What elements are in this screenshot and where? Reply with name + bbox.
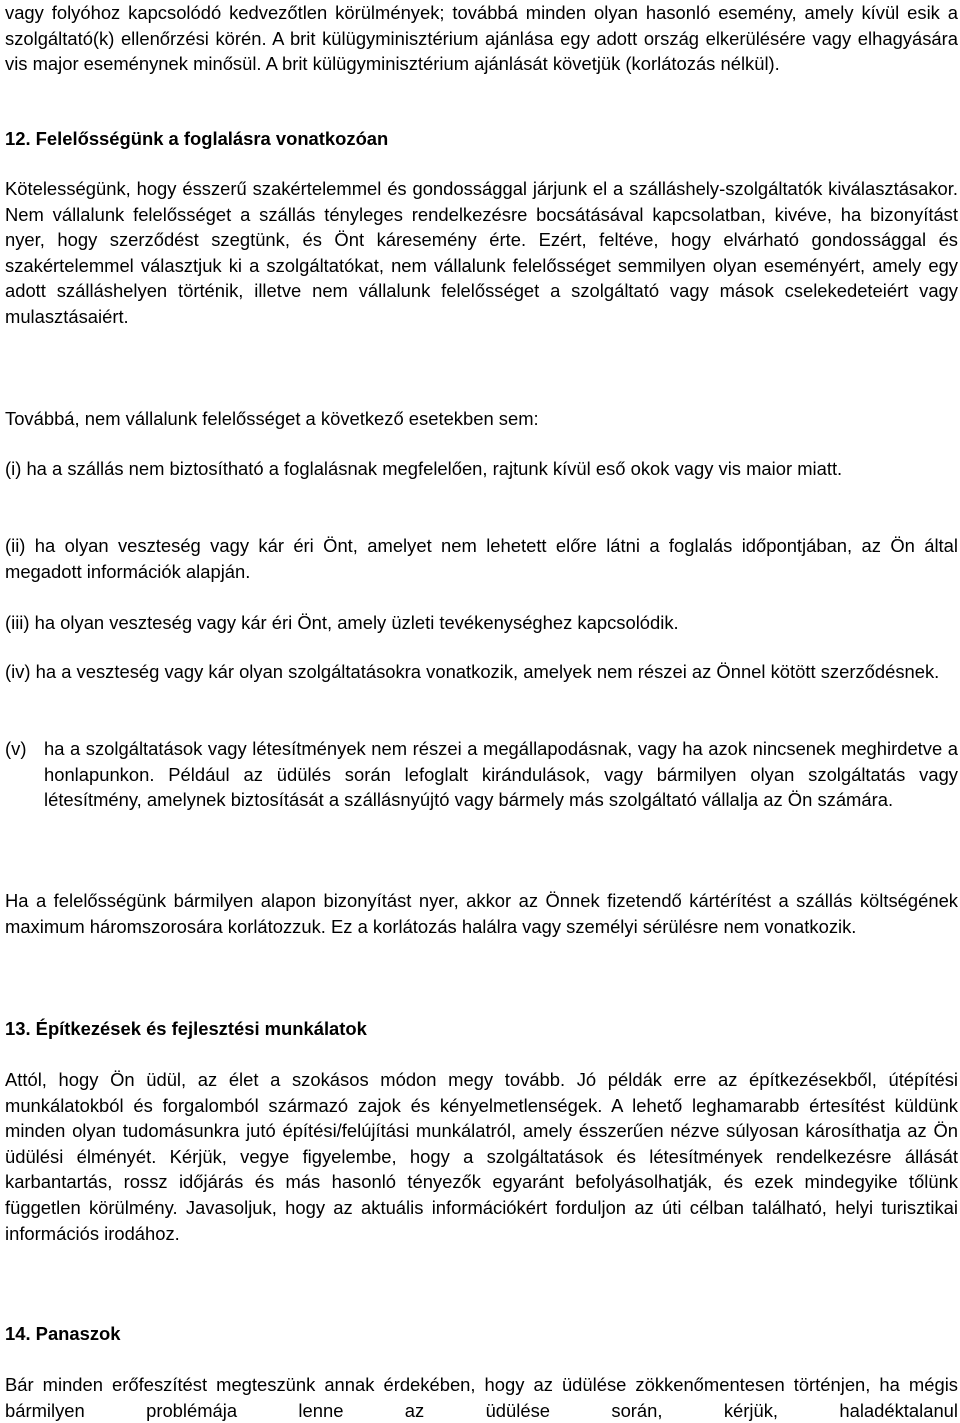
section-12-paragraph-1: Kötelességünk, hogy ésszerű szakértelemmel és gondossággal járjunk el a szálláshely-szolgáltatók kiválasztásakor. Nem vállalunk felelősséget a szállás tényleges rendelkezésre bocsátásával kapcsolatban, kivéve, ha bizonyítást nyer, hogy szerződést szegtünk, és Önt káresemény érte. Ezért, feltéve, hogy elvárható gondossággal és szakértelemmel választjuk ki a szolgáltatókat, nem vállalunk felelősséget semmilyen olyan eseményért, amely egy adott szálláshelyen történik, illetve nem vállalunk felelősséget a szolgáltató vagy mások cselekedeteiért vagy mulasztásaiért. xyxy=(5,178,958,327)
section-12-item-iv: (iv) ha a veszteség vagy kár olyan szolgáltatásokra vonatkozik, amelyek nem részei az Önnel kötött szerződésnek. xyxy=(5,661,940,682)
list-marker: (v) xyxy=(5,738,27,759)
section-13-paragraph-1: Attól, hogy Ön üdül, az élet a szokásos módon megy tovább. Jó példák erre az építkezésekből, útépítési munkálatokból és forgalomból származó zajok és kényelmetlenségek. A lehető leghamarabb értesítést küldünk minden olyan tudomásunkra jutó építési/felújítási munkálatról, amely ésszerűen nézve súlyosan károsíthatja az Ön üdülési élményét. Kérjük, vegye figyelembe, hogy a szolgáltatások és létesítmények rendelkezésre állását karbantartás, rossz időjárás és más hasonló tényezők egyaránt befolyásolhatják, és ezek mindegyike tőlünk független körülmény. Javasoljuk, hogy az aktuális információkért forduljon az úti célban található, helyi turisztikai információs irodához. xyxy=(5,1069,958,1244)
section-14-heading: 14. Panaszok xyxy=(5,1323,121,1344)
list-item-text: ha a szolgáltatások vagy létesítmények nem részei a megállapodásnak, vagy ha azok nincsenek meghirdetve a honlapunkon. Például az üdülés során lefoglalt kirándulások, vagy bármilyen olyan szolgáltatás vagy létesítmény, amelynek biztosítását a szállásnyújtó vagy bármely más szolgáltató vállalja az Ön számára. xyxy=(44,738,958,811)
section-12-paragraph-3: Ha a felelősségünk bármilyen alapon bizonyítást nyer, akkor az Önnek fizetendő kártérítést a szállás költségének maximum háromszorosára korlátozzuk. Ez a korlátozás halálra vagy személyi sérülésre nem vonatkozik. xyxy=(5,890,958,937)
intro-continuation-paragraph: vagy folyóhoz kapcsolódó kedvezőtlen körülmények; továbbá minden olyan hasonló esemény, amely kívül esik a szolgáltató(k) ellenőrzési körén. A brit külügyminisztérium ajánlása egy adott ország elkerülésére vagy elhagyására vis major eseménynek minősül. A brit külügyminisztérium ajánlását követjük (korlátozás nélkül). xyxy=(5,2,958,75)
section-12-heading: 12. Felelősségünk a foglalásra vonatkozóan xyxy=(5,128,389,149)
section-13-heading: 13. Építkezések és fejlesztési munkálatok xyxy=(5,1018,367,1039)
section-12-item-ii: (ii) ha olyan veszteség vagy kár éri Önt, amelyet nem lehetett előre látni a foglalás időpontjában, az Ön által megadott információk alapján. xyxy=(5,535,958,582)
section-12-item-iii: (iii) ha olyan veszteség vagy kár éri Önt, amely üzleti tevékenységhez kapcsolódik. xyxy=(5,612,679,633)
section-12-paragraph-2: Továbbá, nem vállalunk felelősséget a következő esetekben sem: xyxy=(5,408,539,429)
section-14-paragraph-1: Bár minden erőfeszítést megteszünk annak érdekében, hogy az üdülése zökkenőmentesen történjen, ha mégis bármilyen problémája lenne az üdülése során, kérjük, haladéktalanul xyxy=(5,1374,958,1421)
section-12-item-v xyxy=(5,736,958,813)
section-12-item-i: (i) ha a szállás nem biztosítható a foglalásnak megfelelően, rajtunk kívül eső okok vagy vis maior miatt. xyxy=(5,458,843,479)
